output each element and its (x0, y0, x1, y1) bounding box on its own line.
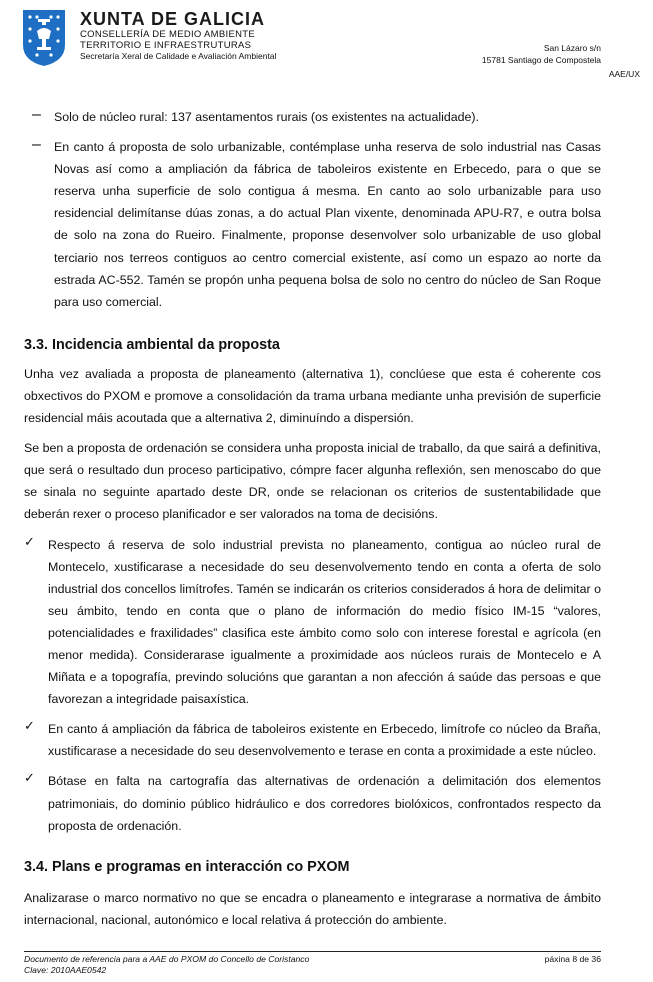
check-list-item (24, 718, 601, 762)
check-item-text: Bótase en falta na cartografía das alternativas de ordenación a delimitación dos elementos patrimoniais, do dominio público hidráulico e dos corredores biolóxicos, confrontados respecto da proposta de ordenación. (48, 774, 601, 833)
check-list-item (24, 534, 601, 711)
paragraph: Unha vez avaliada a proposta de planeamento (alternativa 1), conclúese que esta é coherente cos obxectivos do PXOM e promove a consolidación da trama urbana mediante unha previsión de superficie residencial máis acoutada que a alternativa 2, diminuíndo a dispersión. (24, 366, 601, 426)
address-block (482, 42, 601, 66)
org-name: XUNTA DE GALICIA (80, 9, 265, 29)
footer-document-title: Documento de referencia para a AAE do PXOM do Concello de Coristanco (24, 954, 310, 964)
document-body (24, 106, 601, 931)
check-item-text: Respecto á reserva de solo industrial prevista no planeamento, contigua ao núcleo rural de Montecelo, xustificarase a necesidade do seu desenvolvemento tendo en conta a oferta de solo industrial dos concellos limítrofes. Tamén se indicarán os criterios considerados á hora de delimitar o seu ámbito, tendo en conta que o plano de información do medio físico IM-15 “valores, potencialidades e fraxilidades” clasifica este ámbito como solo con interese forestal e agrícola (en menor medida). Considerarase igualmente a proximidade aos núcleos rurais de Montecelo e A Miñata e a topografía, previndo solucións que garantan a non afección á saúde das persoas e que favorezan a integridade paisaxística. (48, 537, 601, 707)
paragraph: Se ben a proposta de ordenación se considera unha proposta inicial de traballo, da que sairá a definitiva, que será o resultado dun proceso participativo, cómpre facer algunha reflexión, sen menoscabo do que se sinala no seguinte apartado deste DR, onde se relacionan os criterios de sustentabilidade que deberán rexer o proceso planificador e ser valorados na toma de decisións. (24, 441, 601, 522)
organization-block (80, 9, 276, 62)
checkmark-icon: ✓ (24, 718, 35, 734)
department-line-3: Secretaría Xeral de Calidade e Avaliación Ambiental (80, 51, 277, 61)
reference-code: AAE/UX (608, 69, 640, 79)
page-number: páxina 8 de 36 (544, 954, 601, 964)
footer-key: Clave: 2010AAE0542 (24, 965, 107, 975)
dash-bullet: – (32, 106, 41, 123)
department-line-1: CONSELLERÍA DE MEDIO AMBIENTE (80, 29, 255, 40)
dash-bullet: – (32, 136, 41, 154)
check-list-item (24, 770, 601, 836)
section-heading-3-3: 3.3. Incidencia ambiental da proposta (24, 336, 280, 353)
department-line-2: TERRITORIO E INFRAESTRUTURAS (80, 40, 252, 51)
checkmark-icon: ✓ (24, 533, 35, 549)
dash-list-item (24, 136, 601, 313)
checkmark-icon: ✓ (24, 770, 35, 786)
paragraph: Analizarase o marco normativo no que se encadra o planeamento e integrarase a normativa de ámbito internacional, nacional, autonómico e local relativa á protección do ambiente. (24, 890, 601, 927)
dash-list-item (24, 106, 601, 128)
page-footer (24, 951, 601, 976)
xunta-coat-of-arms-icon (22, 9, 66, 67)
section-heading-3-4: 3.4. Plans e programas en interacción co PXOM (24, 858, 350, 875)
dash-item-text: Solo de núcleo rural: 137 asentamentos rurais (os existentes na actualidade). (54, 110, 479, 124)
page-header (0, 0, 653, 100)
address-line-2: 15781 Santiago de Compostela (481, 55, 601, 65)
address-line-1: San Lázaro s/n (543, 43, 601, 53)
check-item-text: En canto á ampliación da fábrica de taboleiros existente en Erbecedo, limítrofe co núcleo da Braña, xustificarase a necesidade do seu desenvolvemento e terase en conta a proximidade a este núcleo. (48, 722, 601, 759)
dash-item-text: En canto á proposta de solo urbanizable, contémplase unha reserva de solo industrial nas Casas Novas así como a ampliación da fábrica de taboleiros existente en Erbecedo, para o que se reserva unha superficie de solo contigua á mesma. En canto ao solo urbanizable para uso residencial delimítanse dúas zonas, a do actual Plan vixente, denominada APU-R7, e outra bolsa de solo na zona do Rueiro. Finalmente, proponse desenvolver solo urbanizable de uso global terciario nos terreos contiguos ao centro comercial existente, así como un espazo ao norte da estrada AC-552. Tamén se propón unha pequena bolsa de solo no centro do núcleo de San Roque para uso comercial. (54, 140, 601, 309)
